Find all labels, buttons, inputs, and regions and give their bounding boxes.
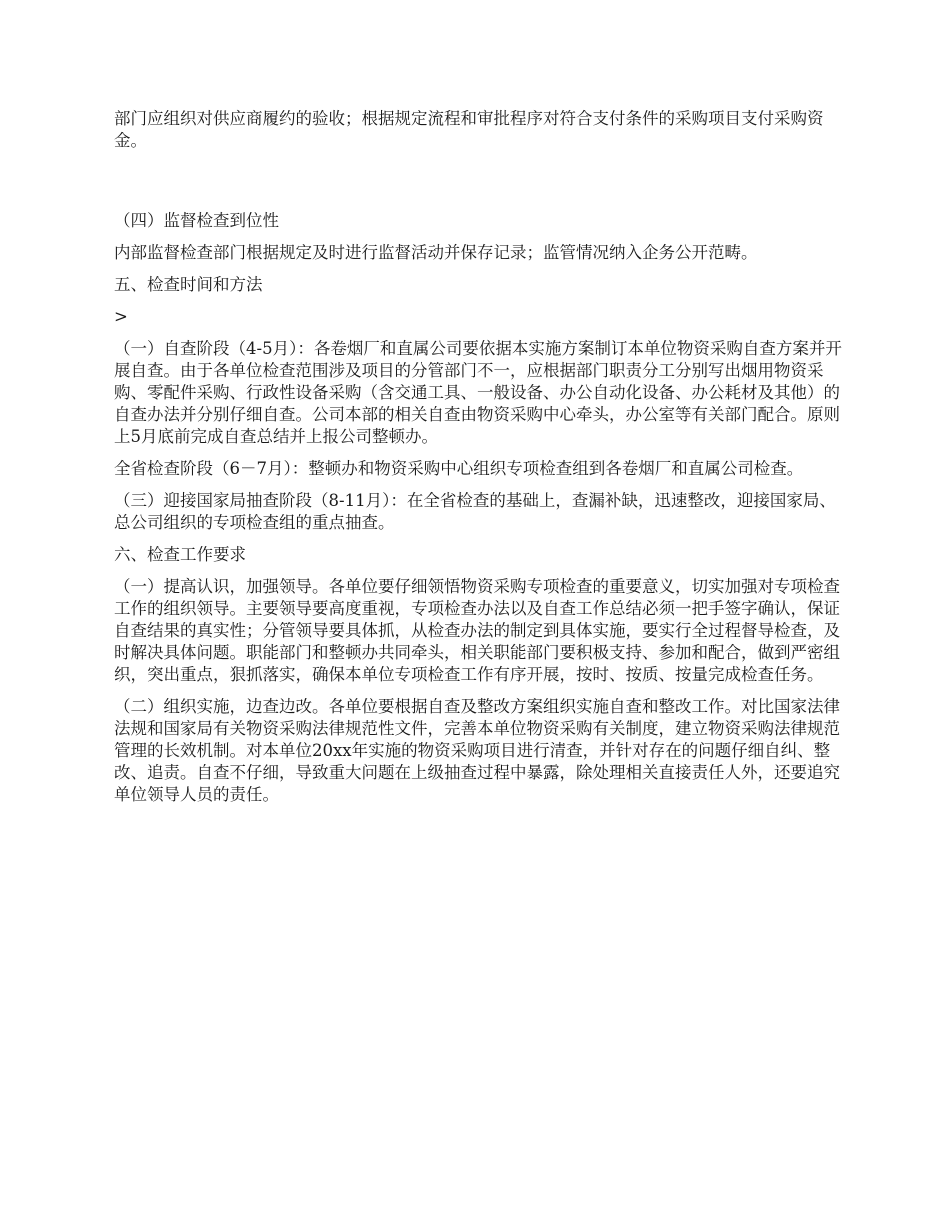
document-body [114,108,842,806]
paragraph-province-check: 全省检查阶段（6－7月）：整顿办和物资采购中心组织专项检查组到各卷烟厂和直属公司检查。 [114,459,804,478]
heading-section-six: 六、检查工作要求 [114,545,246,564]
paragraph-implementation: （二）组织实施，边查边改。各单位要根据自查及整改方案组织实施自查和整改工作。对比国家法律法规和国家局有关物资采购法律规范性文件，完善本单位物资采购有关制度，建立物资采购法律规范管理的长效机制。对本单位20xx年实施的物资采购项目进行清查，并针对存在的问题仔细自纠、整改、追责。自查不仔细，导致重大问题在上级抽查过程中暴露，除处理相关直接责任人外，还要追究单位领导人员的责任。 [114,697,840,804]
paragraph-supervision: 内部监督检查部门根据规定及时进行监督活动并保存记录；监管情况纳入企务公开范畴。 [114,243,758,262]
paragraph-acceptance: 部门应组织对供应商履约的验收；根据规定流程和审批程序对符合支付条件的采购项目支付采购资金。 [114,109,824,150]
stray-marker: > [114,307,128,326]
heading-supervision: （四）监督检查到位性 [114,211,279,230]
heading-section-five: 五、检查时间和方法 [114,275,263,294]
paragraph-leadership: （一）提高认识，加强领导。各单位要仔细领悟物资采购专项检查的重要意义，切实加强对专项检查工作的组织领导。主要领导要高度重视，专项检查办法以及自查工作总结必须一把手签字确认，保证自查结果的真实性；分管领导要具体抓，从检查办法的制定到具体实施，要实行全过程督导检查，及时解决具体问题。职能部门和整顿办共同牵头，相关职能部门要积极支持、参加和配合，做到严密组织，突出重点，狠抓落实，确保本单位专项检查工作有序开展，按时、按质、按量完成检查任务。 [114,577,840,684]
paragraph-national-check: （三）迎接国家局抽查阶段（8-11月）：在全省检查的基础上，查漏补缺，迅速整改，迎接国家局、总公司组织的专项检查组的重点抽查。 [114,491,836,532]
paragraph-self-check: （一）自查阶段（4-5月）：各卷烟厂和直属公司要依据本实施方案制订本单位物资采购自查方案并开展自查。由于各单位检查范围涉及项目的分管部门不一，应根据部门职责分工分别写出烟用物资采购、零配件采购、行政性设备采购（含交通工具、一般设备、办公自动化设备、办公耗材及其他）的自查办法并分别仔细自查。公司本部的相关自查由物资采购中心牵头，办公室等有关部门配合。原则上5月底前完成自查总结并上报公司整顿办。 [114,339,842,446]
